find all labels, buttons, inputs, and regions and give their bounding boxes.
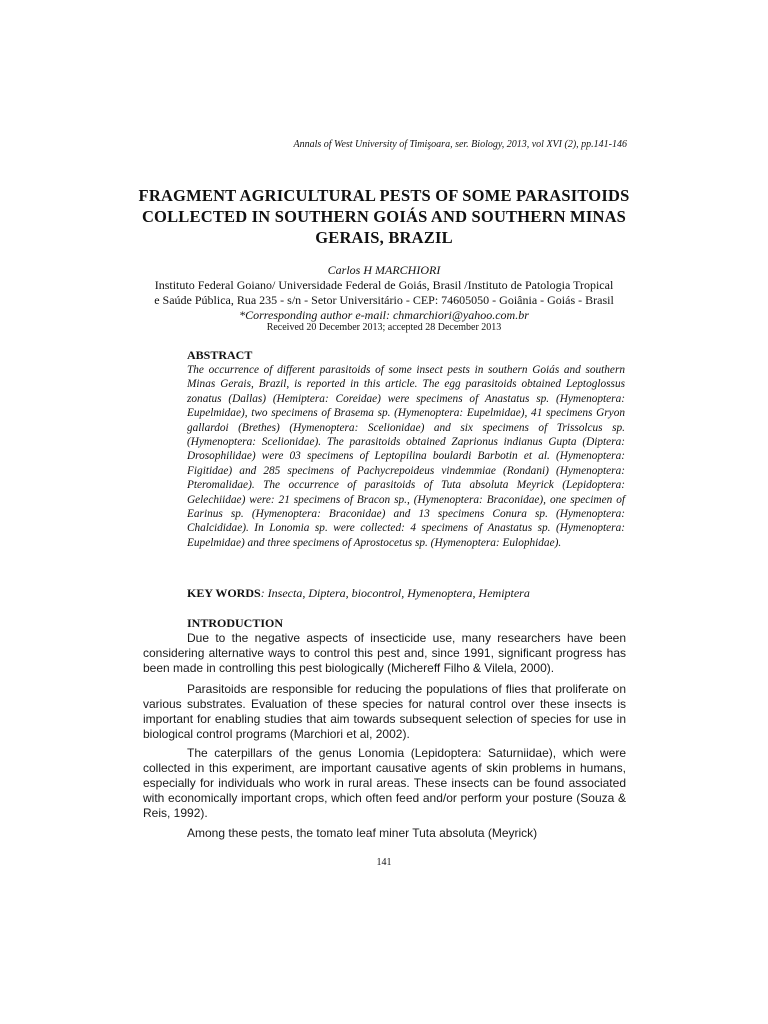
affiliation-line-2: e Saúde Pública, Rua 235 - s/n - Setor Universitário - CEP: 74605050 - Goiânia - Goiás - Brasil bbox=[154, 293, 614, 307]
affiliation-line-1: Instituto Federal Goiano/ Universidade Federal de Goiás, Brasil /Instituto de Patologia Tropical bbox=[154, 278, 614, 292]
running-head: Annals of West University of Timişoara, ser. Biology, 2013, vol XVI (2), pp.141-146 bbox=[293, 139, 627, 150]
intro-paragraph-1 bbox=[143, 631, 626, 676]
abstract-text: The occurrence of different parasitoids of some insect pests in southern Goiás and southern Minas Gerais, Brazil, is reported in this article. The egg parasitoids obtained Leptoglossus zonatus (Dallas) (Hemiptera: Coreidae) were specimens of Anastatus sp. (Hymenoptera: Eupelmidae), two specimens of Brasema sp. (Hymenoptera: Eupelmidae), 41 specimens Gryon gallardoi (Brethes) (Hymenoptera: Scelionidae) and six specimens of Trissolcus sp. (Hymenoptera: Scelionidae). The parasitoids obtained Zaprionus indianus Gupta (Diptera: Drosophilidae) were 03 specimens of Leptopilina boulardi Barbotin et al. (Hymenoptera: Figitidae) and 285 specimens of Pachycrepoideus vindemmiae (Rondani) (Hymenoptera: Pteromalidae). The occurrence of parasitoids of Tuta absoluta Meyrick (Lepidoptera: Gelechiidae) were: 21 specimens of Bracon sp., (Hymenoptera: Braconidae), one specimen of Earinus sp. (Hymenoptera: Braconidae) and 13 specimens Conura sp. (Hymenoptera: Chalcididae). In Lonomia sp. were collected: 4 specimens of Anastatus sp. (Hymenoptera: Eupelmidae) and three specimens of Aprostocetus sp. (Hymenoptera: Eulophidae). bbox=[187, 364, 625, 549]
keywords-value: : Insecta, Diptera, biocontrol, Hymenoptera, Hemiptera bbox=[260, 586, 530, 600]
abstract-heading: ABSTRACT bbox=[187, 348, 253, 362]
title-line-1: FRAGMENT AGRICULTURAL PESTS OF SOME PARASITOIDS bbox=[138, 186, 630, 205]
intro-paragraph-2 bbox=[143, 682, 626, 742]
title-line-3: GERAIS, BRAZIL bbox=[315, 228, 453, 247]
intro-paragraph-4 bbox=[143, 826, 626, 841]
paragraph-text: Among these pests, the tomato leaf miner Tuta absoluta (Meyrick) bbox=[187, 826, 538, 840]
received-dates: Received 20 December 2013; accepted 28 December 2013 bbox=[266, 322, 502, 333]
introduction-heading: INTRODUCTION bbox=[187, 616, 284, 630]
paragraph-text: Parasitoids are responsible for reducing the populations of flies that proliferate on various substrates. Evaluation of these species for natural control over these insects is important for enabling studies that aim towards subsequent selection of species for use in biological control programs (Marchiori et al, 2002). bbox=[143, 682, 626, 741]
keywords-label: KEY WORDS bbox=[187, 586, 261, 600]
author: Carlos H MARCHIORI bbox=[327, 263, 441, 277]
paragraph-text: The caterpillars of the genus Lonomia (Lepidoptera: Saturniidae), which were collected in this experiment, are important causative agents of skin problems in humans, especially for individuals who work in rural areas. These insects can be found associated with economically important crops, which often feed and/or perform your posture (Souza & Reis, 1992). bbox=[143, 746, 626, 820]
paragraph-text: Due to the negative aspects of insecticide use, many researchers have been considering alternative ways to control this pest and, since 1991, significant progress has been made in controlling this pest biologically (Michereff Filho & Vilela, 2000). bbox=[143, 631, 626, 675]
title-line-2: COLLECTED IN SOUTHERN GOIÁS AND SOUTHERN MINAS bbox=[141, 207, 627, 226]
paper-title bbox=[100, 185, 668, 248]
keywords bbox=[187, 586, 625, 601]
page-number: 141 bbox=[376, 857, 392, 868]
intro-paragraph-3 bbox=[143, 746, 626, 821]
corresponding-email: *Corresponding author e-mail: chmarchiori@yahoo.com.br bbox=[239, 308, 529, 322]
